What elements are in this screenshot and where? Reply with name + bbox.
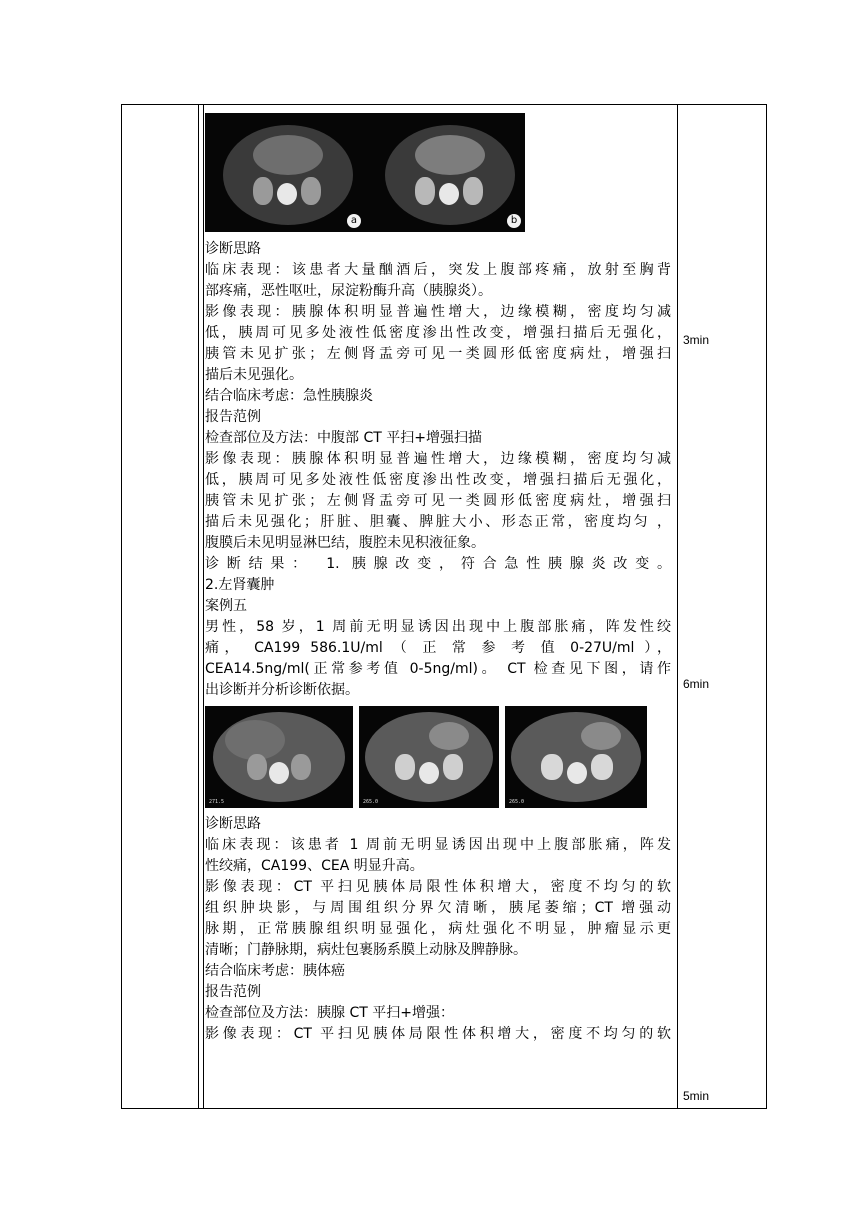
text-line: 影像表现：胰腺体积明显普遍性增大，边缘模糊，密度均匀减 (205, 451, 671, 467)
image-label: b (507, 214, 521, 228)
text-line: 胰管未见扩张；左侧肾盂旁可见一类圆形低密度病灶，增强扫 (205, 493, 671, 509)
ct-image-b (365, 113, 525, 232)
content-cell (205, 104, 671, 1045)
text-line: 出诊断并分析诊断依据。 (205, 682, 359, 698)
text-line: CEA14.5ng/ml(正常参考值 0-5ng/ml)。 CT 检查见下图，请作 (205, 661, 671, 677)
column-divider (203, 105, 204, 1108)
ct-image-row (205, 706, 671, 808)
text-line: 痛， CA199 586.1U/ml （ 正 常 参 考 值 0-27U/ml ）， (205, 640, 671, 656)
text-line: 部疼痛，恶性呕吐，尿淀粉酶升高（胰腺炎）。 (205, 283, 492, 299)
heading: 案例五 (205, 598, 247, 614)
text-line: 低，胰周可见多处液性低密度渗出性改变，增强扫描后无强化， (205, 472, 671, 488)
text-line: 男性，58 岁，1 周前无明显诱因出现中上腹部胀痛，阵发性绞 (205, 619, 671, 635)
text-line: 描后未见强化；肝脏、胆囊、脾脏大小、形态正常，密度均匀 ， (205, 514, 671, 530)
heading: 报告范例 (205, 409, 261, 425)
text-line: 低，胰周可见多处液性低密度渗出性改变，增强扫描后无强化， (205, 325, 671, 341)
column-divider (198, 105, 199, 1108)
ct-image-pair (205, 113, 671, 232)
text-line: 检查部位及方法：中腹部 CT 平扫+增强扫描 (205, 430, 482, 446)
text-line: 性绞痛，CA199、CEA 明显升高。 (205, 858, 424, 874)
ct-image-2 (359, 706, 499, 808)
text-line: 描后未见强化。 (205, 367, 303, 383)
ct-image-1 (205, 706, 353, 808)
text-block-a (205, 239, 671, 701)
text-line: 2.左肾囊肿 (205, 577, 275, 593)
text-line: 腹膜后未见明显淋巴结，腹腔未见积液征象。 (205, 535, 485, 551)
slice-label: 265.0 (363, 799, 379, 805)
text-block-b (205, 814, 671, 1045)
time-label: 3min (683, 333, 710, 347)
heading: 诊断思路 (205, 241, 261, 257)
text-line: 组织肿块影，与周围组织分界欠清晰，胰尾萎缩；CT 增强动 (205, 900, 671, 916)
text-line: 影像表现：CT 平扫见胰体局限性体积增大，密度不均匀的软 (205, 1026, 671, 1042)
text-line: 诊断结果： 1. 胰腺改变，符合急性胰腺炎改变。 (205, 556, 671, 572)
text-line: 临床表现：该患者 1 周前无明显诱因出现中上腹部胀痛，阵发 (205, 837, 671, 853)
text-line: 临床表现：该患者大量酗酒后，突发上腹部疼痛，放射至胸背 (205, 262, 671, 278)
time-label: 6min (683, 677, 710, 691)
text-line: 检查部位及方法：胰腺 CT 平扫+增强： (205, 1005, 454, 1021)
text-line: 结合临床考虑：胰体癌 (205, 963, 345, 979)
text-line: 结合临床考虑：急性胰腺炎 (205, 388, 373, 404)
text-line: 影像表现：胰腺体积明显普遍性增大，边缘模糊，密度均匀减 (205, 304, 671, 320)
heading: 诊断思路 (205, 816, 261, 832)
ct-image-a (205, 113, 365, 232)
column-divider (677, 105, 678, 1108)
image-label: a (347, 214, 361, 228)
text-line: 脉期，正常胰腺组织明显强化，病灶强化不明显，肿瘤显示更 (205, 921, 671, 937)
text-line: 胰管未见扩张；左侧肾盂旁可见一类圆形低密度病灶，增强扫 (205, 346, 671, 362)
text-line: 影像表现：CT 平扫见胰体局限性体积增大，密度不均匀的软 (205, 879, 671, 895)
slice-label: 271.5 (209, 799, 225, 805)
text-line: 清晰；门静脉期，病灶包裹肠系膜上动脉及脾静脉。 (205, 942, 527, 958)
time-label: 5min (683, 1089, 710, 1103)
ct-image-3 (505, 706, 647, 808)
slice-label: 265.0 (509, 799, 525, 805)
heading: 报告范例 (205, 984, 261, 1000)
